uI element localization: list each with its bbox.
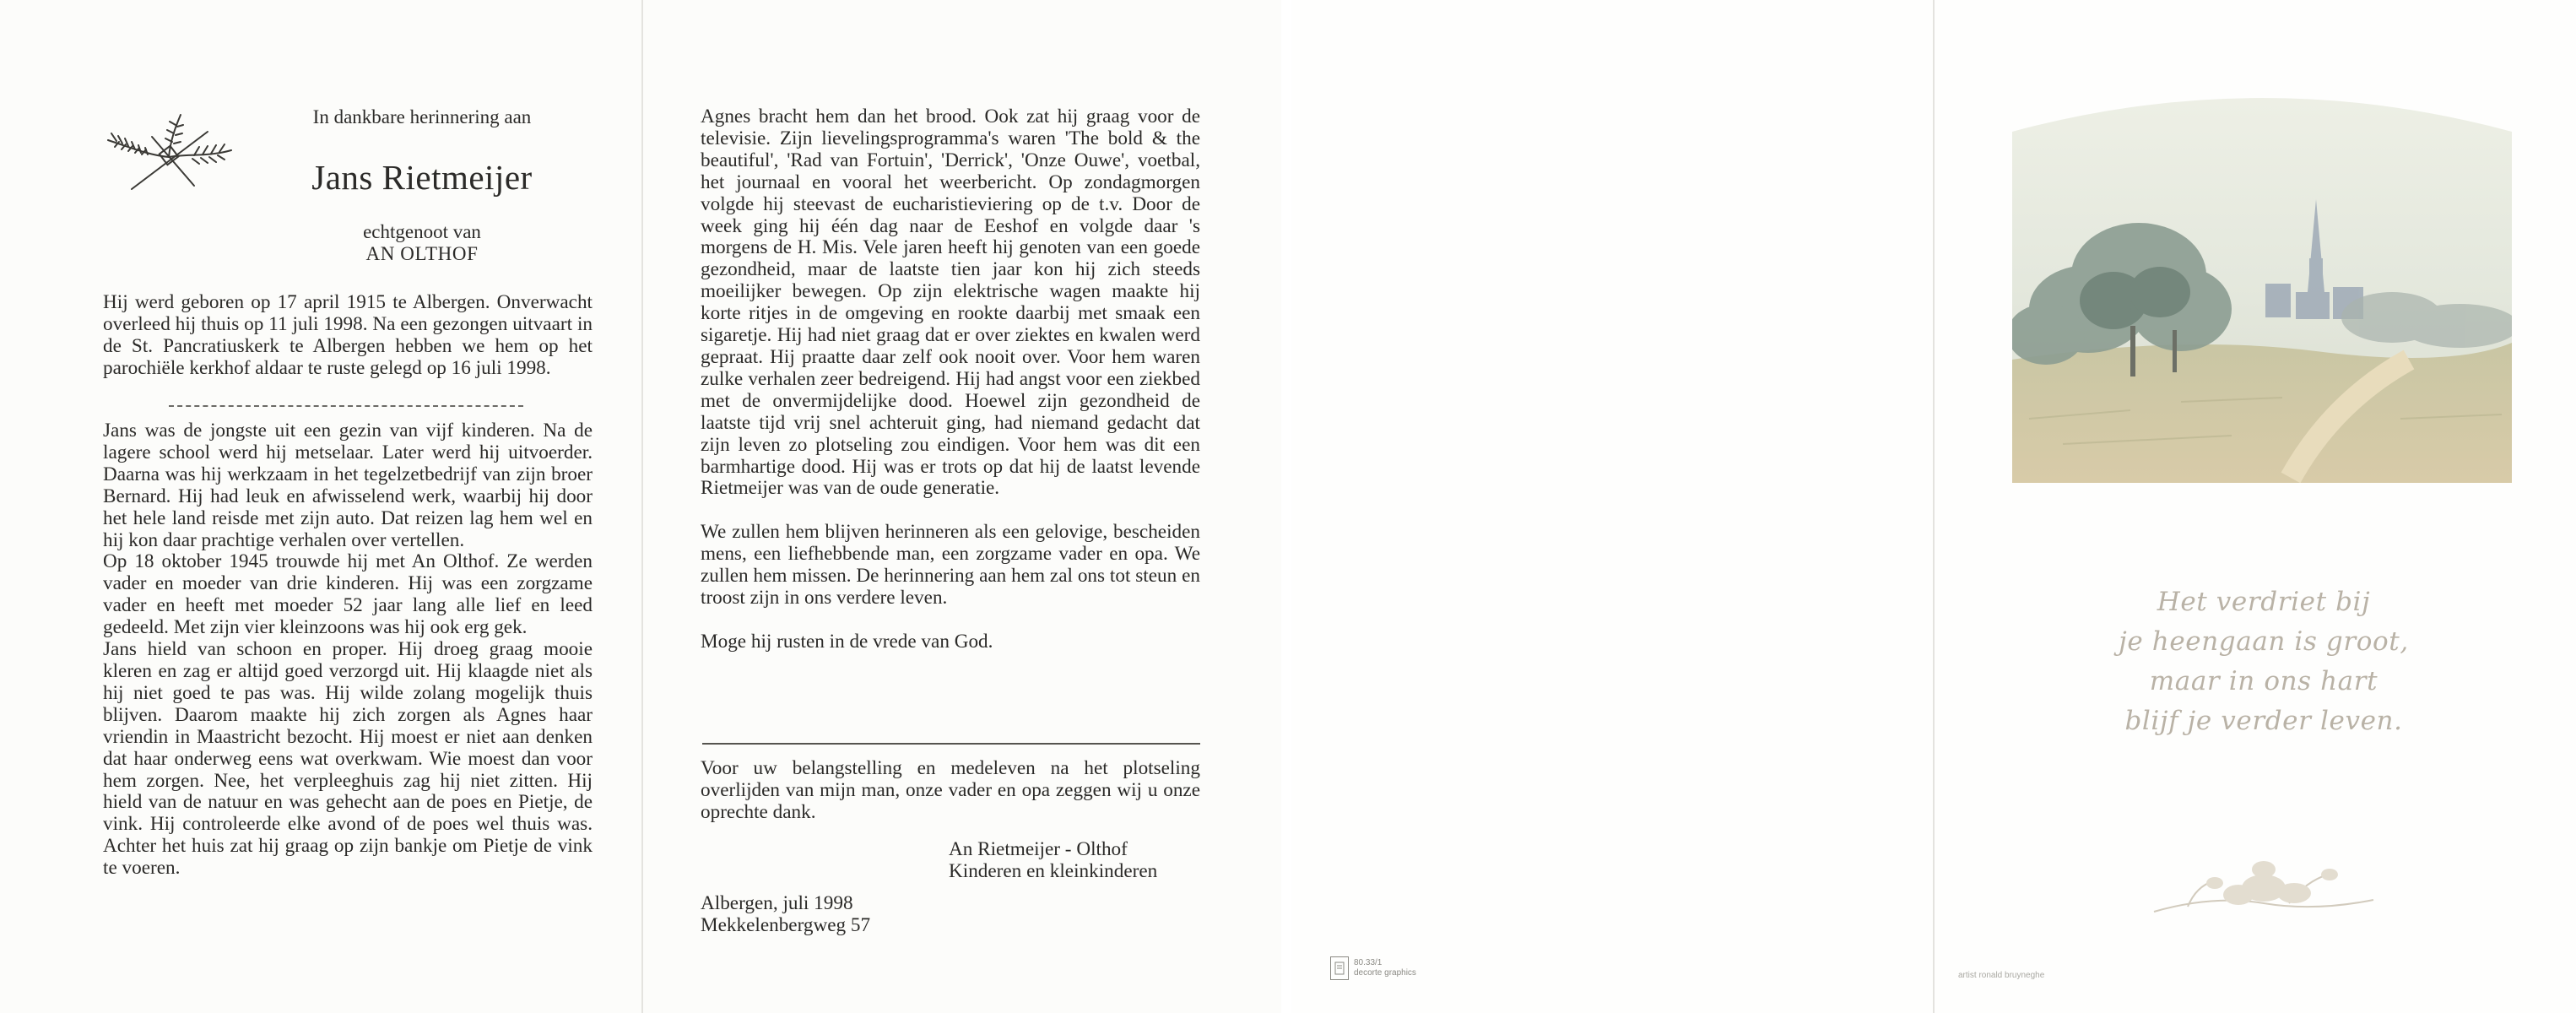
printer-logo-icon xyxy=(1330,956,1349,980)
printer-code: 80.33/1 xyxy=(1354,958,1383,967)
signature xyxy=(949,839,1219,883)
verse-line: blijf je verder leven. xyxy=(2124,706,2403,736)
printer-text xyxy=(1354,958,1416,978)
life-dates-paragraph xyxy=(103,292,593,380)
thanks-text: Voor uw belangstelling en medeleven na het plotseling overlijden van mijn man, onze vader en opa zeggen wij u onze oprechte dank. xyxy=(701,757,1200,823)
verse-line: maar in ons hart xyxy=(2149,666,2378,696)
biography xyxy=(103,420,593,880)
memorial-card-back-page xyxy=(1291,0,1933,1013)
signature-line: Kinderen en kleinkinderen xyxy=(949,859,1158,882)
place-date: Albergen, juli 1998 xyxy=(701,892,853,914)
printer-name: decorte graphics xyxy=(1354,968,1416,978)
printer-mark xyxy=(1330,954,1416,983)
biography-paragraph: Op 18 oktober 1945 trouwde hij met An Olthof. Ze werden vader en moeder van drie kinderen. Hij was een zorgzame vader en heeft met moeder 52 jaar lang alle lief en leed gedeeld. Met zijn vier kleinzoons was hij ook erg gek. xyxy=(103,550,593,639)
card-gap xyxy=(1281,0,1291,1013)
spouse-name: AN OLTHOF xyxy=(365,243,479,264)
dedication-line: In dankbare herinnering aan xyxy=(312,106,532,127)
verse-line: Het verdriet bij xyxy=(2157,587,2371,617)
biography-continued xyxy=(701,106,1200,653)
life-dates-text: Hij werd geboren op 17 april 1915 te Albergen. Onverwacht overleed hij thuis op 11 juli 1998. Na een gezongen uitvaart in de St. Pancratiuskerk te Albergen hebben we hem op het parochiële kerkhof aldaar te ruste gelegd op 16 juli 1998. xyxy=(103,291,593,379)
biography-paragraph: Jans hield van schoon en proper. Hij droeg graag mooie kleren en zag er altijd goed verzorgd uit. Hij klaagde niet als hij niet goed te pas was. Hij wilde zolang mogelijk thuis blijven. Daarom maakte hij zich zorgen als Agnes haar vriendin in Maastricht bezocht. Hij moest er niet aan denken dat haar onderweg eens wat overkwam. Wie moest dan voor hem zorgen. Nee, het verpleeghuis zag hij niet zitten. Hij hield van de natuur en was gehecht aan de poes en Pietje, de vink. Hij controleerde elke avond of de poes wel thuis was. Achter het huis zat hij graag op zijn bankje om Pietje de vink te voeren. xyxy=(103,638,593,880)
landscape-painting xyxy=(2012,81,2512,483)
memorial-card-right-page xyxy=(643,0,1281,1013)
deceased-name: Jans Rietmeijer xyxy=(311,158,533,197)
artist-credit: artist ronald bruyneghe xyxy=(1958,971,2045,980)
cross-palm-icon xyxy=(100,108,239,205)
prayer-line: Moge hij rusten in de vrede van God. xyxy=(701,630,993,653)
solid-divider xyxy=(702,743,1200,745)
verse-line: je heengaan is groot, xyxy=(2119,626,2409,657)
signature-line: An Rietmeijer - Olthof xyxy=(949,838,1128,860)
thanks-paragraph xyxy=(701,758,1200,824)
verse xyxy=(2086,582,2441,741)
biography-paragraph: Agnes bracht hem dan het brood. Ook zat hij graag voor de televisie. Zijn lievelingsprogramma's waren 'The bold & the beautiful', 'Rad van Fortuin', 'Derrick', 'Onze Ouwe', voetbal, het journaal en vooral het weerbericht. Op zondagmorgen volgde hij steevast de eucharistieviering op de t.v. Door de week ging hij één dag naar de Eeshof en volgde daar 's morgens de H. Mis. Vele jaren heeft hij genoten van een goede gezondheid, maar de laatste tien jaar kon hij zich steeds moeilijker bewegen. Op zijn elektrische wagen maakte hij korte ritjes in de omgeving en rookte daarbij met smaak een sigaretje. Hij had niet graag dat er over ziektes en kwalen werd gepraat. Hij praatte daar zelf ook nooit over. Voor hem waren zulke verhalen zeer bedreigend. Hij had angst voor een ziekbed met de onvermijdelijke dood. Hoewel zijn gezondheid de laatste tijd vrij snel achteruit ging, had niemand gedacht dat zijn leven zo plotseling zou eindigen. Voor hem was dit een barmhartige dood. Hij was er trots op dat hij de laatst levende Rietmeijer was van de oude generatie. xyxy=(701,106,1200,500)
place-and-address xyxy=(701,893,971,937)
biography-paragraph: Jans was de jongste uit een gezin van vijf kinderen. Na de lagere school werd hij metselaar. Later werd hij uitvoerder. Daarna was hij werkzaam in het tegelzetbedrijf van zijn broer Bernard. Hij had leuk en afwisselend werk, waarbij hij door het hele land reisde met zijn auto. Dat reizen lag hem wel en hij kon daar prachtige verhalen over vertellen. xyxy=(103,420,593,551)
remembrance-paragraph: We zullen hem blijven herinneren als een gelovige, bescheiden mens, een liefhebbende man, een zorgzame vader en opa. We zullen hem missen. De herinnering aan hem zal ons tot steun en troost zijn in ons verdere leven. xyxy=(701,521,1200,609)
memorial-card-left-page xyxy=(0,0,641,1013)
document-icon xyxy=(1334,962,1345,975)
memorial-card-cover xyxy=(1935,0,2576,1013)
dashed-divider xyxy=(169,405,523,409)
address: Mekkelenbergweg 57 xyxy=(701,913,871,936)
spouse-label: echtgenoot van xyxy=(363,221,481,242)
flower-ornament-icon xyxy=(2137,819,2390,929)
